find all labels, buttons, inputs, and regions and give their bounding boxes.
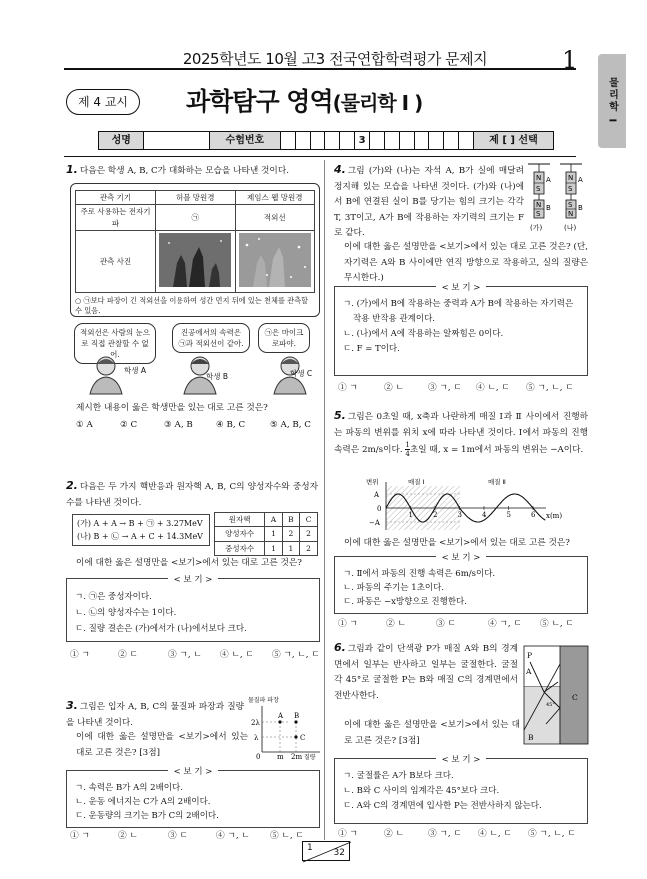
table-cell: ㉠ [156, 205, 236, 231]
fraction: $\frac{1}{4}$ [405, 441, 410, 458]
x-tick-label: 2 [433, 511, 438, 519]
table-cell: 2 [300, 541, 318, 555]
bogi-item: ㄱ. ㉠은 중성자이다. [75, 592, 152, 602]
exam-no-cell[interactable] [325, 132, 340, 149]
question-2-bogi [66, 575, 320, 642]
choice-4[interactable]: ④ ㄴ, ㄷ [478, 829, 512, 839]
question-3-bogi [66, 767, 320, 828]
title-rule [64, 68, 576, 70]
pole-label: N [536, 201, 542, 209]
label-b: B [294, 712, 300, 720]
y-tick-a: A [374, 491, 380, 499]
name-field[interactable] [144, 132, 209, 149]
speech-bubble-c: ㉠은 마이크로파야. [258, 323, 310, 353]
question-4-choices [338, 382, 574, 395]
choice-2[interactable]: ② ㄴ [384, 383, 404, 393]
y-tick-2: 2λ [251, 719, 260, 727]
medium-a-label: A [526, 667, 532, 676]
choice-5[interactable]: ⑤ ㄱ, ㄴ, ㄷ [526, 383, 574, 393]
medium-2-label: 매질 Ⅱ [488, 478, 506, 486]
student-info-row [98, 131, 554, 150]
nucleus-table [214, 512, 318, 556]
webb-photo [235, 230, 315, 292]
question-1-choices [76, 419, 311, 432]
medium-c-label: C [572, 693, 578, 702]
subject-side-tab[interactable]: 물리학 I [598, 54, 626, 148]
exam-no-cell[interactable] [311, 132, 326, 149]
label-c: C [300, 734, 306, 742]
bogi-item: ㄷ. 질량 결손은 (가)에서가 (나)에서보다 크다. [75, 624, 247, 634]
medium-1-label: 매질 Ⅰ [408, 478, 425, 486]
table-cell: 적외선 [235, 205, 315, 231]
pole-label: N [568, 174, 574, 182]
bogi-item: ㄱ. (가)에서 B에 작용하는 중력과 A가 B에 작용하는 자기력은 작용 반작용 관계이다. [343, 299, 574, 324]
choice-3[interactable]: ③ A, B [164, 420, 193, 430]
exam-no-cell[interactable] [370, 132, 385, 149]
bogi-title: < 보 기 > [168, 575, 219, 585]
bogi-item: ㄴ. (나)에서 A에 작용하는 알짜힘은 0이다. [343, 329, 504, 339]
table-cell: 관측 사진 [76, 230, 156, 292]
telescope-note: ○ ㉠보다 파장이 긴 적외선을 이용하여 성간 먼지 뒤에 있는 천체를 관측할 수 있음. [75, 296, 309, 315]
table-header: 허블 망원경 [156, 191, 236, 205]
point-c [294, 735, 297, 738]
question-6-prompt: 이에 대한 옳은 설명만을 <보기>에서 있는 대로 고른 것은? [3점] [344, 720, 520, 746]
choice-5[interactable]: ⑤ ㄱ, ㄴ, ㄷ [528, 829, 576, 839]
x-tick-label: 1 [408, 511, 413, 519]
choice-3[interactable]: ③ ㄱ, ㄴ [168, 650, 202, 660]
x-axis-label: x(m) [546, 512, 563, 520]
reaction-2: (나) B + ㉡ → A + C + 14.3MeV [77, 532, 203, 541]
y-tick-1: λ [254, 734, 259, 742]
magnet-figure [526, 162, 588, 232]
x-tick-label: 6 [531, 511, 536, 519]
table-header: 관측 기기 [76, 191, 156, 205]
magnet-a-label: A [578, 176, 583, 184]
angle-label: 45° [546, 702, 555, 708]
exam-no-cell[interactable] [385, 132, 400, 149]
table-header: B [282, 513, 299, 527]
table-header: 원자핵 [215, 513, 265, 527]
x-axis-label: 질량 [304, 754, 316, 761]
table-cell: 양성자수 [215, 527, 265, 541]
x-tick-label: 5 [506, 511, 511, 519]
bogi-item: ㄱ. 속력은 B가 A의 2배이다. [75, 783, 183, 793]
period-badge: 제 4 교시 [66, 89, 140, 115]
choice-3[interactable]: ③ ㄷ [168, 831, 188, 841]
telescope-panel [70, 183, 320, 317]
light-p-label: P [527, 651, 533, 660]
choice-4[interactable]: ④ ㄴ, ㄷ [220, 650, 254, 660]
bogi-item: ㄷ. 파동은 −x방향으로 진행한다. [343, 597, 467, 607]
table-cell: 1 [282, 541, 299, 555]
choice-4[interactable]: ④ ㄱ, ㄷ [488, 619, 522, 629]
choice-2[interactable]: ② ㄴ [386, 619, 406, 629]
choice-1[interactable]: ① ㄱ [70, 650, 90, 660]
question-4-stem: 4. 그림 (가)와 (나)는 자석 A, B가 실에 매달려 정지해 있는 모습을 나타낸 것이다. (가)와 (나)에서 B에 연결된 실이 B를 당기는 힘의 크기는 각각 T, 3T이고, A가 B에 작용하는 자기력의 크기는 F로 같다. [334, 163, 524, 238]
current-page: 1 [307, 843, 313, 853]
choice-2[interactable]: ② C [120, 420, 138, 430]
point-a [278, 720, 281, 723]
bogi-item: ㄱ. 굴절률은 A가 B보다 크다. [343, 771, 454, 781]
choice-1[interactable]: ① ㄱ [70, 831, 90, 841]
choice-4[interactable]: ④ ㄱ, ㄴ [216, 831, 250, 841]
refraction-figure [522, 644, 590, 748]
telescope-table [75, 190, 315, 293]
reaction-1: (가) A + A → B + ㉠ + 3.27MeV [77, 519, 203, 528]
choice-4[interactable]: ④ B, C [216, 420, 246, 430]
exam-title: 2025학년도 10월 고3 전국연합학력평가 문제지 [182, 50, 488, 68]
question-1-prompt: 제시한 내용이 옳은 학생만을 있는 대로 고른 것은? [76, 403, 268, 413]
choice-5[interactable]: ⑤ A, B, C [270, 420, 311, 430]
bogi-item: ㄱ. Ⅱ에서 파동의 진행 속력은 6m/s이다. [343, 569, 496, 579]
table-cell: 주로 사용하는 전자기파 [76, 205, 156, 231]
bogi-item: ㄷ. F = T이다. [343, 344, 400, 354]
bogi-item: ㄷ. A와 C의 경계면에 입사한 P는 전반사하지 않는다. [343, 801, 542, 811]
exam-no-cell[interactable] [281, 132, 296, 149]
pole-label: S [568, 201, 573, 209]
exam-no-cell[interactable] [459, 132, 474, 149]
question-2-stem: 2. 다음은 두 가지 핵반응과 원자핵 A, B, C의 양성자수와 중성자수를 나타낸 것이다. [66, 479, 318, 508]
pole-label: S [536, 210, 541, 218]
choice-5[interactable]: ⑤ ㄱ, ㄴ, ㄷ [272, 650, 320, 660]
question-5-bogi [334, 553, 588, 614]
question-4-bogi [334, 283, 588, 376]
student-b-label: 학생 B [206, 372, 229, 381]
pole-label: S [536, 185, 541, 193]
x-tick-label: 3 [457, 511, 462, 519]
question-4-prompt: 이에 대한 옳은 설명만을 <보기>에서 있는 대로 고른 것은? (단, 자기력은 A와 B 사이에만 연직 방향으로 작용하고, 실의 질량은 무시한다.) [344, 242, 588, 283]
choice-1[interactable]: ① ㄱ [338, 619, 358, 629]
table-header: 제임스 웹 망원경 [235, 191, 315, 205]
question-3-choices [70, 830, 304, 843]
name-label: 성명 [99, 132, 144, 149]
y-tick-0: 0 [377, 505, 382, 513]
choice-3[interactable]: ③ ㄷ [436, 619, 456, 629]
table-cell: 중성자수 [215, 541, 265, 555]
table-cell: 2 [282, 527, 299, 541]
reaction-box [72, 514, 210, 546]
choice-1[interactable]: ① ㄱ [338, 383, 358, 393]
bogi-title: < 보 기 > [436, 553, 487, 563]
exam-no-cell[interactable] [400, 132, 415, 149]
table-cell: 1 [265, 527, 282, 541]
exam-no-cell[interactable] [429, 132, 444, 149]
bogi-item: ㄴ. B와 C 사이의 임계각은 45°보다 크다. [343, 786, 500, 796]
pole-label: N [536, 174, 542, 182]
student-a-label: 학생 A [124, 366, 147, 375]
page-indicator [302, 841, 350, 861]
pole-label: S [568, 185, 573, 193]
choice-5[interactable]: ⑤ ㄴ, ㄷ [270, 831, 304, 841]
question-6-bogi [334, 755, 588, 824]
speech-bubble-a: 적외선은 사람의 눈으로 직접 관찰할 수 없어. [74, 323, 156, 364]
table-cell: 1 [265, 541, 282, 555]
choice-1[interactable]: ① A [76, 420, 93, 430]
magnet-b-label: B [578, 204, 583, 212]
y-axis-label: 물질파 파장 [248, 697, 279, 704]
choice-5[interactable]: ⑤ ㄴ, ㄷ [540, 619, 574, 629]
x-tick-1: m [277, 753, 284, 761]
question-2-choices [70, 649, 320, 662]
question-3-stem: 3. 그림은 입자 A, B, C의 물질파 파장과 질량을 나타낸 것이다. [66, 699, 244, 728]
content-top-rule [64, 156, 576, 157]
bogi-title: < 보 기 > [436, 755, 487, 765]
x-tick-label: 4 [482, 511, 487, 519]
subject-title: 과학탐구 영역(물리학 I ) [186, 87, 423, 116]
question-3-prompt: 이에 대한 옳은 설명만을 <보기>에서 있는 대로 고른 것은? [3점] [76, 732, 248, 758]
bogi-item: ㄴ. 운동 에너지는 C가 A의 2배이다. [75, 797, 211, 807]
question-6-choices [338, 828, 576, 841]
wavelength-mass-graph [248, 696, 324, 760]
selection-label: 제 [ ] 선택 [474, 132, 553, 149]
figure-ga-label: (가) [530, 224, 543, 232]
origin-label: 0 [256, 753, 261, 761]
x-tick-2: 2m [291, 753, 303, 761]
table-header: C [300, 513, 318, 527]
magnet-a-label: A [546, 176, 551, 184]
choice-2[interactable]: ② ㄷ [118, 650, 138, 660]
exam-no-cell[interactable] [296, 132, 311, 149]
choice-3[interactable]: ③ ㄱ, ㄷ [428, 829, 462, 839]
pole-label: N [568, 210, 574, 218]
table-cell: 2 [300, 527, 318, 541]
figure-na-label: (나) [564, 224, 577, 232]
student-c-label: 학생 C [290, 369, 313, 378]
bogi-title: < 보 기 > [168, 767, 219, 777]
magnet-b-label: B [546, 204, 551, 212]
bogi-item: ㄴ. 파동의 주기는 1초이다. [343, 583, 445, 593]
exam-no-label: 수험번호 [210, 132, 281, 149]
y-axis-label: 변위 [366, 478, 379, 486]
question-1-stem: 1. 다음은 학생 A, B, C가 대화하는 모습을 나타낸 것이다. [66, 163, 289, 176]
medium-b-label: B [528, 733, 534, 742]
exam-no-cell[interactable] [444, 132, 459, 149]
column-divider [324, 160, 325, 840]
question-5-choices [338, 618, 574, 631]
speech-bubble-b: 진공에서의 속력은 ㉠과 적외선이 같아. [172, 323, 250, 353]
exam-no-cell[interactable] [340, 132, 355, 149]
point-b [294, 720, 297, 723]
label-a: A [278, 712, 284, 720]
choice-3[interactable]: ③ ㄱ, ㄷ [428, 383, 462, 393]
choice-2[interactable]: ② ㄴ [384, 829, 404, 839]
question-5-stem: 5. 그림은 0초일 때, x축과 나란하게 매질 Ⅰ과 Ⅱ 사이에서 진행하는 파동의 변위를 위치 x에 따라 나타낸 것이다. Ⅰ에서 파동의 진행 속력은 2m/s이다. $\frac{1}{4}$ 초일 때, x = 1m에서 파동의 변위는 −A이다. [334, 409, 588, 458]
bogi-title: < 보 기 > [436, 283, 487, 293]
exam-no-cell[interactable] [415, 132, 430, 149]
choice-2[interactable]: ② ㄴ [118, 831, 138, 841]
hubble-photo [156, 230, 236, 292]
choice-1[interactable]: ① ㄱ [338, 829, 358, 839]
exam-no-digit: 3 [355, 132, 370, 149]
question-5-prompt: 이에 대한 옳은 설명만을 <보기>에서 있는 대로 고른 것은? [344, 538, 570, 548]
question-6-stem: 6. 그림과 같이 단색광 P가 매질 A와 B의 경계면에서 일부는 반사하고 일부는 굴절한다. 굴절각 45°로 굴절한 P는 B와 매질 C의 경계면에서 전반사한다. [334, 641, 518, 701]
page-number: 1 [562, 46, 578, 74]
choice-4[interactable]: ④ ㄴ, ㄷ [476, 383, 510, 393]
question-2-prompt: 이에 대한 옳은 설명만을 <보기>에서 있는 대로 고른 것은? [76, 558, 302, 568]
y-tick-neg-a: −A [369, 519, 380, 527]
wave-graph [360, 478, 563, 532]
bogi-item: ㄴ. ㉡의 양성자수는 1이다. [75, 608, 177, 618]
bogi-item: ㄷ. 운동량의 크기는 B가 C의 2배이다. [75, 811, 219, 821]
table-header: A [265, 513, 282, 527]
total-pages: 32 [333, 847, 345, 858]
